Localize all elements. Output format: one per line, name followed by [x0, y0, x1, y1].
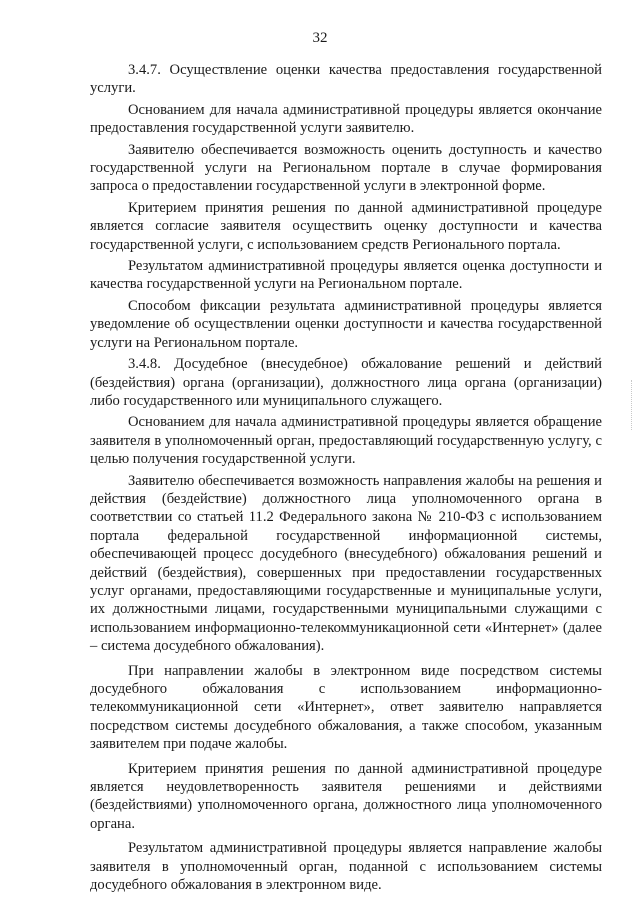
paragraph: Результатом административной процедуры является направление жалобы заявителя в уполномоченный орган, поданной с использованием системы досудебного обжалования в электронном виде.	[90, 840, 602, 894]
paragraph: Заявителю обеспечивается возможность направления жалобы на решения и действия (бездействие) должностного лица уполномоченного органа в соответствии со статьей 11.2 Федерального закона № 210-ФЗ с использованием портала федеральной государственной информационной системы, обеспечивающей процесс досудебного (внесудебного) обжалования решений и действий (бездействия), совершенных при предоставлении государственных услуг органами, предоставляющими государственные и муниципальные услуги, их должностными лицами, государственными муниципальными служащими с использованием информационно-телекоммуникационной сети «Интернет» (далее – система досудебного обжалования).	[90, 472, 602, 655]
paragraph: Заявителю обеспечивается возможность оценить доступность и качество государственной услуги на Региональном портале в случае формирования запроса о предоставлении государственной услуги в электронной форме.	[90, 141, 602, 195]
paragraph-3-4-7-heading: 3.4.7. Осуществление оценки качества предоставления государственной услуги.	[90, 62, 602, 97]
document-body	[90, 61, 602, 897]
paragraph: Критерием принятия решения по данной административной процедуре является неудовлетворенность заявителя решениями и действиями (бездействиями) уполномоченного органа, должностного лица уполномоченного органа.	[90, 760, 602, 832]
paragraph: Критерием принятия решения по данной административной процедуре является согласие заявителя осуществить оценку доступности и качества государственной услуги, с использованием средств Регионального портала.	[90, 199, 602, 253]
paragraph: Результатом административной процедуры является оценка доступности и качества государственной услуги на Региональном портале.	[90, 258, 602, 293]
paragraph-3-4-8-heading: 3.4.8. Досудебное (внесудебное) обжалование решений и действий (бездействия) органа (организации), должностного лица органа (организации) либо государственного или муниципального служащего.	[90, 356, 602, 409]
page-number: 32	[312, 30, 328, 46]
paragraph: Способом фиксации результата административной процедуры является уведомление об осуществлении оценки доступности и качества государственной услуги на Региональном портале.	[90, 297, 602, 351]
scan-artifact	[631, 380, 633, 430]
paragraph: При направлении жалобы в электронном виде посредством системы досудебного обжалования с использованием информационно-телекоммуникационной сети «Интернет», ответ заявителю направляется посредством системы досудебного обжалования, а также способом, указанным заявителем при подаче жалобы.	[90, 662, 602, 753]
paragraph: Основанием для начала административной процедуры является обращение заявителя в уполномоченный орган, предоставляющий государственную услугу, с целью получения государственной услуги.	[90, 414, 602, 468]
paragraph: Основанием для начала административной процедуры является окончание предоставления государственной услуги заявителю.	[90, 101, 602, 137]
